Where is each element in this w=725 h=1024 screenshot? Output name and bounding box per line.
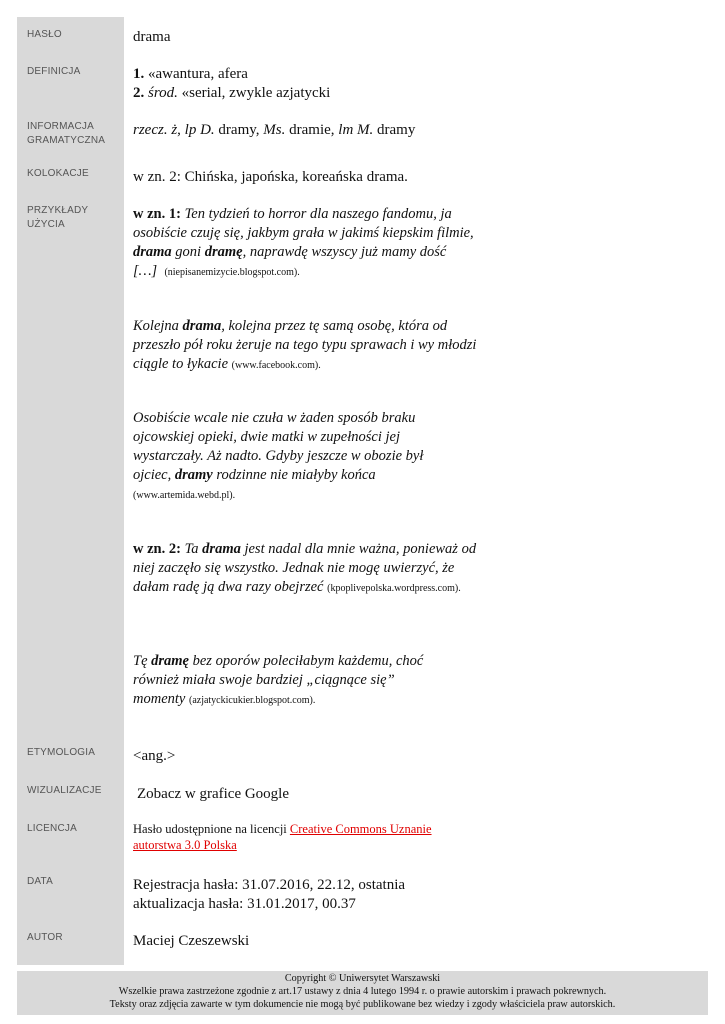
example-keyword: drama [202,541,241,557]
usage-example [133,317,478,375]
example-source-name: niepisanemizycie.blogspot.com [167,267,294,278]
example-source: (www.facebook.com). [231,360,321,371]
usage-example [133,409,433,505]
label-kolokacje: KOLOKACJE [27,168,89,179]
definition-1-number: 1. [133,66,145,82]
etymology: <ang.> [133,748,176,764]
footer-notice: Teksty oraz zdjęcia zawarte w tym dokumencie nie mogą być publikowane bez wiedzy i zgody właściciela praw autorskich. [109,999,616,1010]
grammar-case: lm M. [338,122,374,138]
label-haslo: HASŁO [27,29,62,40]
example-source: (www.artemida.webd.pl). [133,490,236,501]
license [133,821,433,853]
definition-2 [133,84,330,103]
example-text: Ten tydzień to horror dla naszego fandomu, ja osobiście czuję się, jakbym grała w jakimś kiepskim filmie, [133,206,474,241]
example-keyword: drama [133,244,172,260]
collocations: w zn. 2: Chińska, japońska, koreańska drama. [133,169,408,185]
usage-example [133,205,478,282]
label-definicja: DEFINICJA [27,66,81,77]
grammar-form: dramy [373,122,416,138]
grammar-part: rzecz. ż [133,122,178,138]
label-etymologia: ETYMOLOGIA [27,747,96,758]
example-keyword: dramy [174,467,213,483]
example-text: , naprawdę wszyscy już mamy dość […] [133,244,447,279]
label-przyklady-line2: UŻYCIA [27,219,65,230]
sense-prefix: w zn. 2: [133,541,181,557]
example-source-name: azjatyckicukier.blogspot.com [192,695,310,706]
example-keyword: dramę [151,653,189,669]
license-link[interactable]: Creative Commons Uznanie autorstwa 3.0 Polska [133,822,432,852]
registration-dates: Rejestracja hasła: 31.07.2016, 22.12, ostatnia aktualizacja hasła: 31.01.2017, 00.37 [133,877,406,912]
label-wizualizacje: WIZUALIZACJE [27,785,102,796]
example-source: (azjatyckicukier.blogspot.com). [188,695,316,706]
grammar-info [133,121,415,140]
grammar-sep: , [177,122,185,138]
example-source-name: kpoplivepolska.wordpress.com [330,583,455,594]
definition-1-text: «awantura, afera [144,66,248,82]
example-text: , kolejna przez tę samą osobę, która od przeszło pół roku żeruje na tego typu sprawach i wy młodzi ciągle to łykacie [133,318,477,372]
footer-copyright: Copyright © Uniwersytet Warszawski [284,973,441,984]
grammar-case: Ms. [263,122,286,138]
usage-example [133,652,433,710]
usage-example [133,540,478,598]
label-informacja-gramatyczna [27,120,122,148]
label-informacja-line2: GRAMATYCZNA [27,135,106,146]
label-informacja-line1: INFORMACJA [27,121,94,132]
grammar-form: dramie, [285,122,339,138]
definition-2-text: «serial, zwykle azjatycki [177,85,331,101]
footer-rights: Wszelkie prawa zastrzeżone zgodnie z art.17 ustawy z dnia 4 lutego 1994 r. o prawie autorskim i prawach pokrewnych. [118,986,607,997]
label-autor: AUTOR [27,932,63,943]
definition-2-qualifier: środ. [144,85,178,101]
example-text: jest nadal dla mnie ważna, ponieważ od niej zaczęło się wszystko. Jednak nie mogę uwierzyć, że dałam radę ją dwa razy obejrzeć [133,541,477,595]
google-images-link[interactable]: Zobacz w grafice Google [137,786,290,802]
license-text: Hasło udostępnione na licencji [133,822,290,836]
label-licencja: LICENCJA [27,823,77,834]
example-text: bez oporów poleciłabym każdemu, choć również miała swoje bardziej „ciągnące się” momenty [133,653,424,707]
example-keyword: drama [182,318,222,334]
definition-2-number: 2. [133,85,145,101]
example-text: Osobiście wcale nie czuła w żaden sposób braku ojcowskiej opieki, dwie matki w zupełności jej wystarczały. Aż nadto. Gdyby jeszcze w obozie był ojciec, [133,410,424,483]
example-text: goni [171,244,205,260]
example-source: (niepisanemizycie.blogspot.com). [164,267,300,278]
copyright-footer [17,971,708,1015]
example-keyword: dramę [204,244,243,260]
example-source-name: www.facebook.com [234,360,315,371]
label-przyklady-uzycia [27,204,122,232]
example-text: Kolejna [133,318,183,334]
label-przyklady-line1: PRZYKŁADY [27,205,89,216]
definition [133,65,330,103]
author: Maciej Czeszewski [133,933,250,949]
sense-prefix: w zn. 1: [133,206,181,222]
grammar-form: dramy, [214,122,264,138]
definition-1 [133,65,330,84]
label-data: DATA [27,876,53,887]
grammar-case: lp D. [184,122,215,138]
example-text: rodzinne nie miałyby końca [212,467,376,483]
example-text: Ta [180,541,203,557]
example-source: (kpoplivepolska.wordpress.com). [327,583,461,594]
headword: drama [133,29,171,45]
example-text: Tę [133,653,152,669]
example-source-name: www.artemida.webd.pl [136,490,230,501]
